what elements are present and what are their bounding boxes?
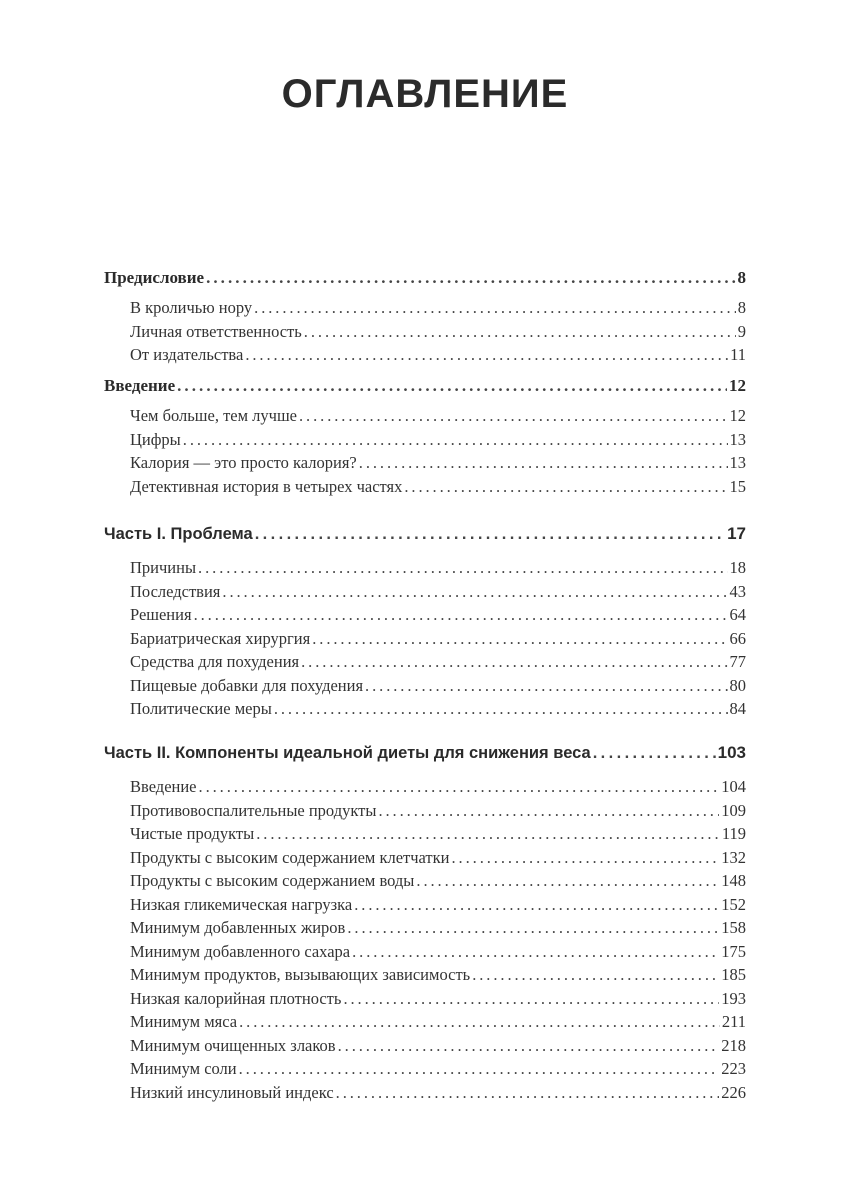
toc-section-heading[interactable] — [104, 266, 746, 292]
dot-leader — [452, 846, 720, 870]
entry-label: От издательства — [130, 345, 244, 364]
dot-leader — [347, 916, 719, 940]
page-number: 109 — [721, 800, 746, 820]
entry-label: Минимум очищенных злаков — [130, 1035, 336, 1055]
page-number: 226 — [721, 1082, 746, 1102]
page-number: 132 — [721, 847, 746, 867]
page-number: 152 — [721, 894, 746, 914]
dot-leader — [222, 580, 727, 604]
dot-leader — [255, 523, 725, 547]
dot-leader — [301, 650, 727, 674]
toc-entry[interactable] — [104, 603, 746, 627]
page-number: 18 — [729, 558, 746, 577]
dot-leader — [338, 1034, 720, 1058]
page-number: 103 — [717, 743, 746, 762]
dot-leader — [416, 869, 719, 893]
page-number: 13 — [729, 453, 746, 472]
dot-leader — [343, 987, 719, 1011]
entry-label: Низкая гликемическая нагрузка — [130, 894, 353, 914]
toc-entry[interactable] — [104, 320, 746, 344]
toc-entry[interactable] — [104, 940, 746, 964]
entry-label: Низкий инсулиновый индекс — [130, 1082, 334, 1102]
toc-section-heading[interactable] — [104, 741, 746, 769]
toc-entry[interactable] — [104, 343, 746, 367]
toc-entry[interactable] — [104, 428, 746, 452]
page-number: 13 — [729, 429, 746, 449]
page-number: 175 — [721, 941, 746, 961]
toc-section-heading[interactable] — [104, 374, 746, 400]
dot-leader — [593, 742, 716, 766]
entry-label: Часть II. Компоненты идеальной диеты для снижения веса — [104, 744, 591, 762]
page-number: 211 — [721, 1012, 746, 1031]
page-number: 223 — [721, 1059, 746, 1078]
toc-entry[interactable] — [104, 1081, 746, 1105]
entry-label: Минимум соли — [130, 1059, 237, 1078]
dot-leader — [177, 374, 727, 398]
dot-leader — [352, 940, 719, 964]
toc-entry[interactable] — [104, 916, 746, 940]
entry-label: Продукты с высоким содержанием воды — [130, 871, 415, 890]
toc-entry[interactable] — [104, 822, 746, 846]
dot-leader — [183, 428, 728, 452]
page-number: 104 — [721, 777, 746, 796]
page-number: 64 — [729, 605, 746, 624]
dot-leader — [354, 893, 719, 917]
page-number: 193 — [721, 988, 746, 1008]
dot-leader — [365, 674, 727, 698]
page-number: 15 — [729, 476, 746, 496]
entry-label: Минимум добавленных жиров — [130, 918, 346, 937]
toc-entry[interactable] — [104, 799, 746, 823]
toc-entry[interactable] — [104, 775, 746, 799]
page-number: 66 — [729, 628, 746, 648]
entry-label: Последствия — [130, 581, 221, 601]
toc-entry[interactable] — [104, 296, 746, 320]
entry-label: Противовоспалительные продукты — [130, 800, 377, 820]
dot-leader — [312, 627, 727, 651]
dot-leader — [378, 799, 719, 823]
entry-label: Средства для похудения — [130, 652, 300, 671]
entry-label: Часть I. Проблема — [104, 525, 253, 543]
toc-entry[interactable] — [104, 1034, 746, 1058]
entry-label: Цифры — [130, 429, 181, 449]
toc-entry[interactable] — [104, 556, 746, 580]
entry-label: Введение — [104, 376, 176, 395]
page-number: 218 — [721, 1035, 746, 1055]
toc-entry[interactable] — [104, 987, 746, 1011]
toc-entry[interactable] — [104, 1057, 746, 1081]
toc-section-heading[interactable] — [104, 522, 746, 550]
page-number: 84 — [729, 699, 746, 718]
toc-entry[interactable] — [104, 963, 746, 987]
toc-entry[interactable] — [104, 404, 746, 428]
entry-label: Политические меры — [130, 699, 272, 718]
dot-leader — [274, 697, 728, 721]
page-number: 80 — [729, 675, 746, 695]
entry-label: Причины — [130, 558, 197, 577]
page-number: 148 — [721, 871, 746, 890]
entry-label: Решения — [130, 605, 192, 624]
toc-section — [104, 374, 746, 498]
entry-label: Введение — [130, 777, 197, 796]
toc-entry[interactable] — [104, 627, 746, 651]
entry-label: Низкая калорийная плотность — [130, 988, 342, 1008]
page-number: 43 — [729, 581, 746, 601]
toc-entry[interactable] — [104, 697, 746, 721]
entry-label: Детективная история в четырех частях — [130, 476, 403, 496]
page-number: 11 — [730, 345, 746, 364]
dot-leader — [254, 296, 736, 320]
toc-section — [104, 266, 746, 367]
dot-leader — [256, 822, 720, 846]
toc-entry[interactable] — [104, 1010, 746, 1034]
toc-entry[interactable] — [104, 674, 746, 698]
dot-leader — [206, 266, 735, 290]
dot-leader — [199, 775, 720, 799]
toc-entry[interactable] — [104, 451, 746, 475]
dot-leader — [359, 451, 728, 475]
dot-leader — [239, 1057, 720, 1081]
entry-label: Личная ответственность — [130, 321, 302, 341]
toc-section — [104, 522, 746, 721]
entry-label: Минимум добавленного сахара — [130, 941, 351, 961]
entry-label: В кроличью нору — [130, 298, 253, 317]
page-number: 8 — [737, 268, 746, 287]
page-number: 77 — [729, 652, 746, 671]
entry-label: Калория — это просто калория? — [130, 453, 357, 472]
toc-entry[interactable] — [104, 846, 746, 870]
entry-label: Пищевые добавки для похудения — [130, 675, 364, 695]
dot-leader — [336, 1081, 720, 1105]
entry-label: Продукты с высоким содержанием клетчатки — [130, 847, 450, 867]
page-number: 17 — [727, 524, 746, 543]
toc-entry[interactable] — [104, 650, 746, 674]
page-number: 9 — [737, 321, 746, 341]
page-number: 12 — [729, 376, 746, 395]
toc-entry[interactable] — [104, 475, 746, 499]
page-number: 185 — [721, 965, 746, 984]
page-title: ОГЛАВЛЕНИЕ — [281, 72, 569, 116]
page-number: 158 — [721, 918, 746, 937]
dot-leader — [194, 603, 728, 627]
dot-leader — [245, 343, 728, 367]
toc-entry[interactable] — [104, 869, 746, 893]
toc-entry[interactable] — [104, 580, 746, 604]
entry-label: Предисловие — [104, 268, 205, 287]
entry-label: Чистые продукты — [130, 824, 255, 843]
dot-leader — [299, 404, 728, 428]
toc-entry[interactable] — [104, 893, 746, 917]
dot-leader — [404, 475, 727, 499]
dot-leader — [239, 1010, 720, 1034]
page-number: 119 — [721, 824, 746, 843]
entry-label: Бариатрическая хирургия — [130, 628, 311, 648]
page-number: 12 — [729, 406, 746, 425]
entry-label: Минимум мяса — [130, 1012, 238, 1031]
dot-leader — [198, 556, 727, 580]
entry-label: Минимум продуктов, вызывающих зависимость — [130, 965, 471, 984]
dot-leader — [304, 320, 736, 344]
entry-label: Чем больше, тем лучше — [130, 406, 297, 425]
toc-section — [104, 741, 746, 1104]
dot-leader — [472, 963, 719, 987]
page-number: 8 — [737, 298, 746, 317]
